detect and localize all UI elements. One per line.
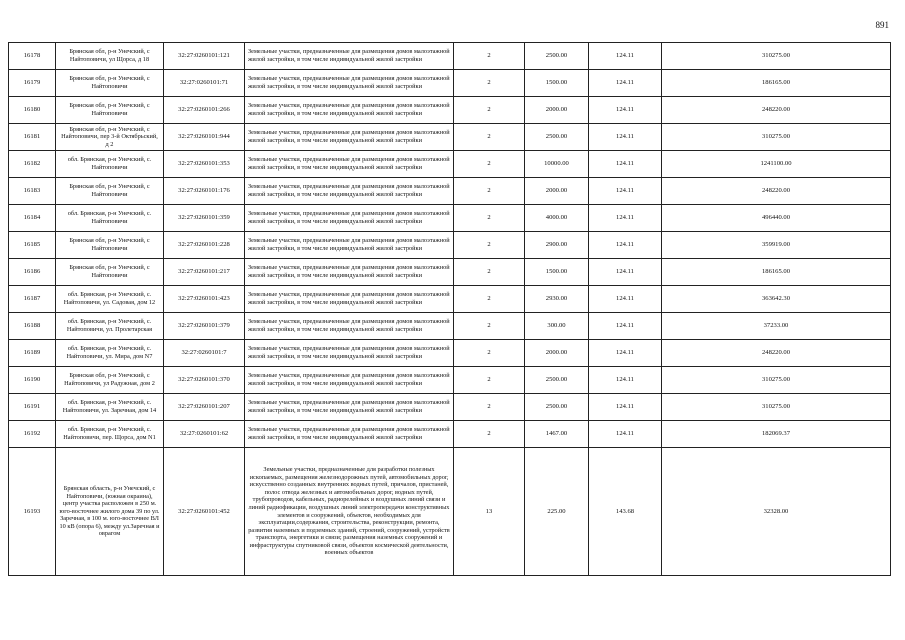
table-row bbox=[9, 394, 891, 421]
specific-value-cell: 124.11 bbox=[589, 286, 662, 313]
address-cell: обл. Брянская, р-н Унечский, с. Найтоповичи, пер. Щорса, дом N1 bbox=[56, 421, 164, 448]
row-number-cell: 16192 bbox=[9, 421, 56, 448]
cadastral-value-cell: 32328.00 bbox=[662, 448, 891, 576]
table-row bbox=[9, 421, 891, 448]
row-number-cell: 16189 bbox=[9, 340, 56, 367]
specific-value-cell: 124.11 bbox=[589, 151, 662, 178]
land-use-cell: Земельные участки, предназначенные для размещения домов малоэтажной жилой застройки, в том числе индивидуальной жилой застройки bbox=[245, 259, 454, 286]
table-row bbox=[9, 313, 891, 340]
cadastral-number-cell: 32:27:0260101:71 bbox=[164, 70, 245, 97]
group-cell: 2 bbox=[454, 232, 525, 259]
cadastral-value-cell: 248220.00 bbox=[662, 97, 891, 124]
cadastral-number-cell: 32:27:0260101:370 bbox=[164, 367, 245, 394]
group-cell: 2 bbox=[454, 286, 525, 313]
specific-value-cell: 124.11 bbox=[589, 421, 662, 448]
area-cell: 300.00 bbox=[525, 313, 589, 340]
cadastral-number-cell: 32:27:0260101:62 bbox=[164, 421, 245, 448]
group-cell: 2 bbox=[454, 367, 525, 394]
group-cell: 2 bbox=[454, 43, 525, 70]
group-cell: 2 bbox=[454, 178, 525, 205]
group-cell: 2 bbox=[454, 97, 525, 124]
address-cell: Брянская обл, р-н Унечский, с Найтоповичи bbox=[56, 259, 164, 286]
land-use-cell: Земельные участки, предназначенные для размещения домов малоэтажной жилой застройки, в том числе индивидуальной жилой застройки bbox=[245, 421, 454, 448]
row-number-cell: 16190 bbox=[9, 367, 56, 394]
cadastral-number-cell: 32:27:0260101:266 bbox=[164, 97, 245, 124]
cadastral-value-cell: 186165.00 bbox=[662, 70, 891, 97]
table-row bbox=[9, 448, 891, 576]
group-cell: 2 bbox=[454, 340, 525, 367]
cadastral-number-cell: 32:27:0260101:217 bbox=[164, 259, 245, 286]
address-cell: обл. Брянская, р-н Унечский, с. Найтоповичи, ул. Заречная, дом 14 bbox=[56, 394, 164, 421]
address-cell: Брянская обл, р-н Унечский, с Найтоповичи, ул Щорса, д 18 bbox=[56, 43, 164, 70]
table-row bbox=[9, 70, 891, 97]
table-row bbox=[9, 97, 891, 124]
cadastral-number-cell: 32:27:0260101:7 bbox=[164, 340, 245, 367]
specific-value-cell: 124.11 bbox=[589, 70, 662, 97]
row-number-cell: 16182 bbox=[9, 151, 56, 178]
cadastral-number-cell: 32:27:0260101:207 bbox=[164, 394, 245, 421]
row-number-cell: 16193 bbox=[9, 448, 56, 576]
area-cell: 2000.00 bbox=[525, 340, 589, 367]
row-number-cell: 16186 bbox=[9, 259, 56, 286]
cadastral-value-cell: 182069.37 bbox=[662, 421, 891, 448]
row-number-cell: 16188 bbox=[9, 313, 56, 340]
table-row bbox=[9, 367, 891, 394]
group-cell: 2 bbox=[454, 394, 525, 421]
specific-value-cell: 124.11 bbox=[589, 43, 662, 70]
area-cell: 225.00 bbox=[525, 448, 589, 576]
land-use-cell: Земельные участки, предназначенные для размещения домов малоэтажной жилой застройки, в том числе индивидуальной жилой застройки bbox=[245, 313, 454, 340]
address-cell: Брянская обл, р-н Унечский, с Найтоповичи bbox=[56, 232, 164, 259]
area-cell: 2000.00 bbox=[525, 97, 589, 124]
row-number-cell: 16184 bbox=[9, 205, 56, 232]
area-cell: 2500.00 bbox=[525, 43, 589, 70]
area-cell: 10000.00 bbox=[525, 151, 589, 178]
address-cell: Брянская обл, р-н Унечский, с Найтоповичи bbox=[56, 97, 164, 124]
address-cell: обл. Брянская, р-н Унечский, с. Найтоповичи, ул. Садовая, дом 12 bbox=[56, 286, 164, 313]
cadastral-number-cell: 32:27:0260101:359 bbox=[164, 205, 245, 232]
specific-value-cell: 143.68 bbox=[589, 448, 662, 576]
area-cell: 2930.00 bbox=[525, 286, 589, 313]
land-use-cell: Земельные участки, предназначенные для размещения домов малоэтажной жилой застройки, в том числе индивидуальной жилой застройки bbox=[245, 340, 454, 367]
group-cell: 13 bbox=[454, 448, 525, 576]
cadastral-number-cell: 32:27:0260101:944 bbox=[164, 124, 245, 151]
specific-value-cell: 124.11 bbox=[589, 205, 662, 232]
row-number-cell: 16191 bbox=[9, 394, 56, 421]
cadastral-value-cell: 359919.00 bbox=[662, 232, 891, 259]
group-cell: 2 bbox=[454, 421, 525, 448]
specific-value-cell: 124.11 bbox=[589, 232, 662, 259]
land-use-cell: Земельные участки, предназначенные для размещения домов малоэтажной жилой застройки, в том числе индивидуальной жилой застройки bbox=[245, 151, 454, 178]
cadastral-number-cell: 32:27:0260101:121 bbox=[164, 43, 245, 70]
address-cell: обл. Брянская, р-н Унечский, с. Найтоповичи bbox=[56, 205, 164, 232]
cadastral-value-cell: 363642.30 bbox=[662, 286, 891, 313]
specific-value-cell: 124.11 bbox=[589, 124, 662, 151]
specific-value-cell: 124.11 bbox=[589, 394, 662, 421]
area-cell: 1467.00 bbox=[525, 421, 589, 448]
address-cell: обл. Брянская, р-н Унечский, с. Найтоповичи bbox=[56, 151, 164, 178]
table-row bbox=[9, 286, 891, 313]
cadastral-value-cell: 37233.00 bbox=[662, 313, 891, 340]
table-body bbox=[9, 43, 891, 576]
cadastral-value-cell: 310275.00 bbox=[662, 43, 891, 70]
land-use-cell: Земельные участки, предназначенные для размещения домов малоэтажной жилой застройки, в том числе индивидуальной жилой застройки bbox=[245, 367, 454, 394]
table-row bbox=[9, 124, 891, 151]
land-use-cell: Земельные участки, предназначенные для размещения домов малоэтажной жилой застройки, в том числе индивидуальной жилой застройки bbox=[245, 124, 454, 151]
group-cell: 2 bbox=[454, 313, 525, 340]
cadastral-value-cell: 310275.00 bbox=[662, 394, 891, 421]
area-cell: 2500.00 bbox=[525, 394, 589, 421]
row-number-cell: 16178 bbox=[9, 43, 56, 70]
address-cell: обл. Брянская, р-н Унечский, с. Найтоповичи, ул. Мира, дом N7 bbox=[56, 340, 164, 367]
table-row bbox=[9, 259, 891, 286]
specific-value-cell: 124.11 bbox=[589, 340, 662, 367]
specific-value-cell: 124.11 bbox=[589, 178, 662, 205]
land-use-cell: Земельные участки, предназначенные для разработки полезных ископаемых, размещения железнодорожных путей, автомобильных дорог, искусственно созданных внутренних водных путей, причалов, пристаней, полос отвода железных и автомобильных дорог, водных путей, трубопроводов, кабельных, радиорелейных и воздушных линий связи и линий радиофикации, воздушных линий электропередачи конструктивных элементов и сооружений, объектов, необходимых для эксплуатации,содержания, строительства, реконструкции, ремонта, развития наземных и подземных зданий, строений, сооружений, устройств транспорта, энергетики и связи; размещения наземных сооружений и инфраструктуры спутниковой связи, объектов космической деятельности, военных объектов bbox=[245, 448, 454, 576]
table-row bbox=[9, 43, 891, 70]
area-cell: 2500.00 bbox=[525, 124, 589, 151]
specific-value-cell: 124.11 bbox=[589, 313, 662, 340]
land-use-cell: Земельные участки, предназначенные для размещения домов малоэтажной жилой застройки, в том числе индивидуальной жилой застройки bbox=[245, 178, 454, 205]
land-use-cell: Земельные участки, предназначенные для размещения домов малоэтажной жилой застройки, в том числе индивидуальной жилой застройки bbox=[245, 70, 454, 97]
land-use-cell: Земельные участки, предназначенные для размещения домов малоэтажной жилой застройки, в том числе индивидуальной жилой застройки bbox=[245, 97, 454, 124]
address-cell: Брянская обл, р-н Унечский, с Найтоповичи, ул Радужная, дом 2 bbox=[56, 367, 164, 394]
table-row bbox=[9, 178, 891, 205]
row-number-cell: 16180 bbox=[9, 97, 56, 124]
address-cell: Брянская обл, р-н Унечский, с Найтоповичи bbox=[56, 70, 164, 97]
area-cell: 1500.00 bbox=[525, 259, 589, 286]
cadastral-number-cell: 32:27:0260101:379 bbox=[164, 313, 245, 340]
table-row bbox=[9, 232, 891, 259]
row-number-cell: 16183 bbox=[9, 178, 56, 205]
land-use-cell: Земельные участки, предназначенные для размещения домов малоэтажной жилой застройки, в том числе индивидуальной жилой застройки bbox=[245, 286, 454, 313]
area-cell: 4000.00 bbox=[525, 205, 589, 232]
cadastral-value-cell: 1241100.00 bbox=[662, 151, 891, 178]
row-number-cell: 16179 bbox=[9, 70, 56, 97]
specific-value-cell: 124.11 bbox=[589, 97, 662, 124]
area-cell: 1500.00 bbox=[525, 70, 589, 97]
group-cell: 2 bbox=[454, 205, 525, 232]
land-use-cell: Земельные участки, предназначенные для размещения домов малоэтажной жилой застройки, в том числе индивидуальной жилой застройки bbox=[245, 205, 454, 232]
group-cell: 2 bbox=[454, 259, 525, 286]
cadastral-value-table bbox=[8, 42, 891, 576]
cadastral-value-cell: 310275.00 bbox=[662, 367, 891, 394]
table-row bbox=[9, 205, 891, 232]
group-cell: 2 bbox=[454, 70, 525, 97]
cadastral-number-cell: 32:27:0260101:228 bbox=[164, 232, 245, 259]
specific-value-cell: 124.11 bbox=[589, 367, 662, 394]
cadastral-number-cell: 32:27:0260101:176 bbox=[164, 178, 245, 205]
area-cell: 2500.00 bbox=[525, 367, 589, 394]
page-number: 891 bbox=[875, 20, 889, 30]
land-use-cell: Земельные участки, предназначенные для размещения домов малоэтажной жилой застройки, в том числе индивидуальной жилой застройки bbox=[245, 232, 454, 259]
cadastral-value-cell: 186165.00 bbox=[662, 259, 891, 286]
address-cell: Брянская обл, р-н Унечский, с Найтоповичи bbox=[56, 178, 164, 205]
row-number-cell: 16181 bbox=[9, 124, 56, 151]
table-row bbox=[9, 340, 891, 367]
land-use-cell: Земельные участки, предназначенные для размещения домов малоэтажной жилой застройки, в том числе индивидуальной жилой застройки bbox=[245, 43, 454, 70]
specific-value-cell: 124.11 bbox=[589, 259, 662, 286]
row-number-cell: 16185 bbox=[9, 232, 56, 259]
cadastral-value-cell: 248220.00 bbox=[662, 178, 891, 205]
row-number-cell: 16187 bbox=[9, 286, 56, 313]
group-cell: 2 bbox=[454, 124, 525, 151]
cadastral-number-cell: 32:27:0260101:452 bbox=[164, 448, 245, 576]
area-cell: 2000.00 bbox=[525, 178, 589, 205]
address-cell: Брянская обл, р-н Унечский, с Найтоповичи, пер 3-й Октябрьский, д 2 bbox=[56, 124, 164, 151]
cadastral-value-cell: 248220.00 bbox=[662, 340, 891, 367]
cadastral-value-cell: 496440.00 bbox=[662, 205, 891, 232]
land-use-cell: Земельные участки, предназначенные для размещения домов малоэтажной жилой застройки, в том числе индивидуальной жилой застройки bbox=[245, 394, 454, 421]
group-cell: 2 bbox=[454, 151, 525, 178]
cadastral-number-cell: 32:27:0260101:353 bbox=[164, 151, 245, 178]
area-cell: 2900.00 bbox=[525, 232, 589, 259]
table-row bbox=[9, 151, 891, 178]
address-cell: обл. Брянская, р-н Унечский, с. Найтоповичи, ул. Пролетарская bbox=[56, 313, 164, 340]
address-cell: Брянская область, р-н Унечский, с Найтоповичи, (южная окраина), центр участка расположен в 250 м. юго-восточнее жилого дома 39 по ул. Заречная, в 100 м. юго-восточнее ВЛ 10 кВ (опора 6), между ул.Заречная и оврагом bbox=[56, 448, 164, 576]
cadastral-number-cell: 32:27:0260101:423 bbox=[164, 286, 245, 313]
cadastral-value-cell: 310275.00 bbox=[662, 124, 891, 151]
